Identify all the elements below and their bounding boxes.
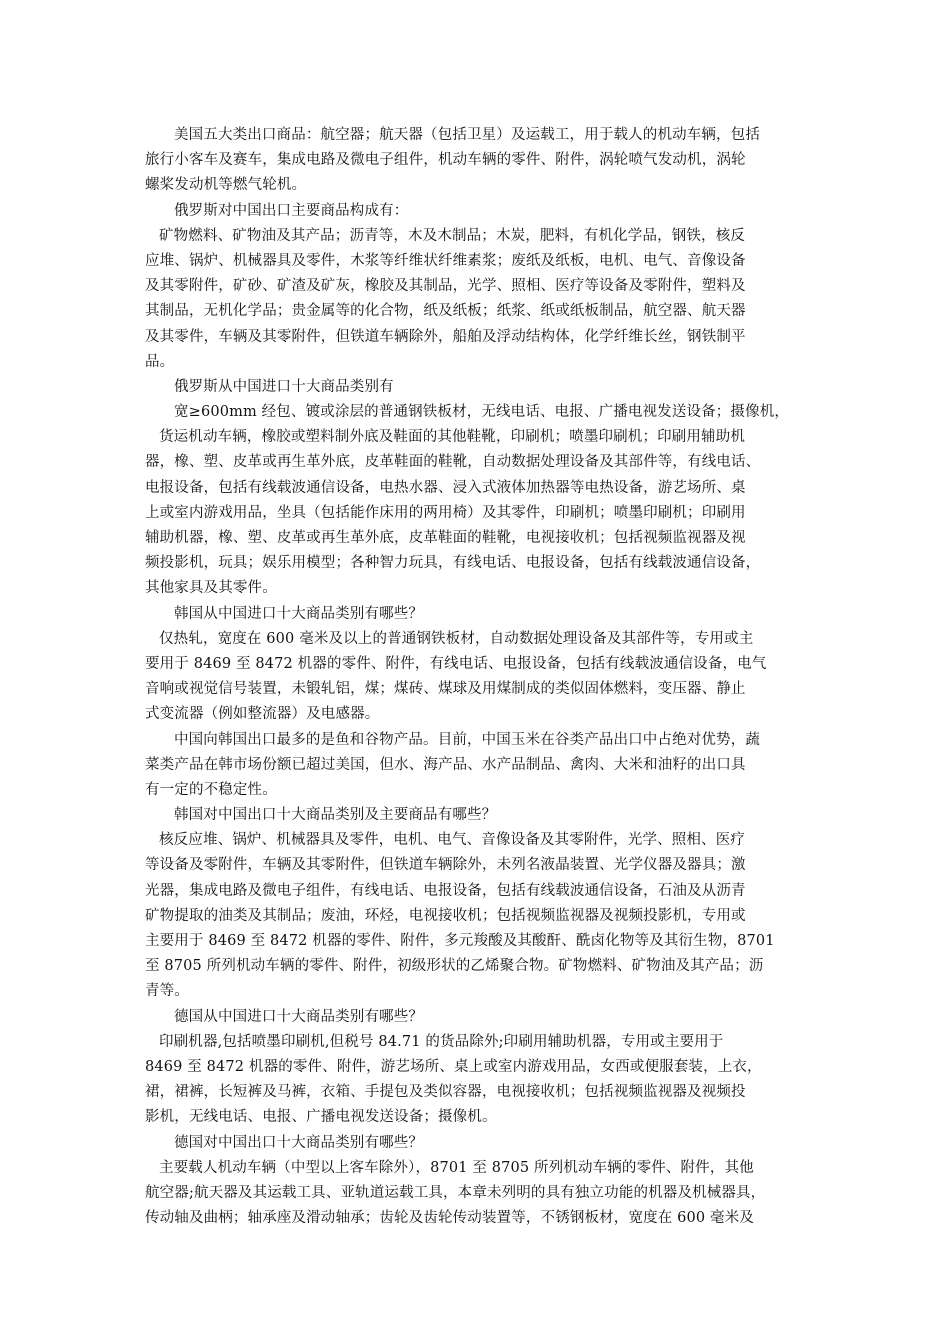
document-body <box>145 123 815 1231</box>
text-line: 品。 <box>145 353 175 370</box>
text-line: 频投影机，玩具；娱乐用模型；各种智力玩具，有线电话、电报设备，包括有线载波通信设备， <box>145 555 761 572</box>
text-line: 影机，无线电话、电报、广播电视发送设备；摄像机。 <box>145 1109 497 1126</box>
text-line: 其制品，无机化学品；贵金属等的化合物，纸及纸板；纸浆、纸或纸板制品，航空器、航天器 <box>145 303 746 320</box>
text-line: 辅助机器，橡、塑、皮革或再生革外底，皮革鞋面的鞋靴，电视接收机；包括视频监视器及视 <box>145 530 746 546</box>
text-line: 电报设备，包括有线载波通信设备，电热水器、浸入式液体加热器等电热设备，游艺场所、桌 <box>145 479 746 496</box>
text-line: 核反应堆、锅炉、机械器具及零件，电机、电气、音像设备及其零附件，光学、照相、医疗 <box>159 832 745 849</box>
text-line: 上或室内游戏用品，坐具（包括能作床用的两用椅）及其零件，印刷机；喷墨印刷机；印刷用 <box>145 504 746 521</box>
text-line: 其他家具及其零件。 <box>145 580 277 597</box>
section-heading: 韩国对中国出口十大商品类别及主要商品有哪些？ <box>174 807 497 824</box>
text-line: 等设备及零附件，车辆及其零附件，但铁道车辆除外，未列名液晶装置、光学仪器及器具；激 <box>145 857 746 874</box>
text-line: 中国向韩国出口最多的是鱼和谷物产品。目前，中国玉米在谷类产品出口中占绝对优势，蔬 <box>174 731 760 748</box>
text-line: 式变流器（例如整流器）及电感器。 <box>145 706 380 723</box>
text-line: 矿物提取的油类及其制品；废油，环烃，电视接收机；包括视频监视器及视频投影机，专用或 <box>145 907 746 924</box>
text-line: 美国五大类出口商品：航空器；航天器（包括卫星）及运载工，用于载人的机动车辆，包括 <box>174 127 760 143</box>
text-line: 青等。 <box>145 983 189 1000</box>
text-line: 螺桨发动机等燃气轮机。 <box>145 177 307 194</box>
text-line: 传动轴及曲柄；轴承座及滑动轴承；齿轮及齿轮传动装置等，不锈钢板材，宽度在 600 毫米及 <box>145 1210 754 1227</box>
text-line: 主要用于 8469 至 8472 机器的零件、附件，多元羧酸及其酸酐、酰卤化物等及其衍生物，8701 <box>145 933 775 949</box>
text-line: 裙，裙裤，长短裤及马裤，衣箱、手提包及类似容器，电视接收机；包括视频监视器及视频投 <box>145 1084 746 1101</box>
text-line: 主要载人机动车辆（中型以上客车除外），8701 至 8705 所列机动车辆的零件、附件，其他 <box>159 1159 754 1176</box>
section-heading: 德国对中国出口十大商品类别有哪些？ <box>174 1134 424 1151</box>
text-line: 印刷机器,包括喷墨印刷机,但税号 84.71 的货品除外;印刷用辅助机器，专用或主要用于 <box>159 1033 724 1050</box>
section-heading: 德国从中国进口十大商品类别有哪些？ <box>174 1008 424 1025</box>
section-heading: 俄罗斯对中国出口主要商品构成有： <box>174 202 409 219</box>
section-heading: 韩国从中国进口十大商品类别有哪些？ <box>174 605 424 622</box>
text-line: 光器，集成电路及微电子组件，有线电话、电报设备，包括有线载波通信设备，石油及从沥青 <box>145 882 746 899</box>
text-line: 要用于 8469 至 8472 机器的零件、附件，有线电话、电报设备，包括有线载波通信设备，电气 <box>145 655 767 672</box>
text-line: 及其零附件，矿砂、矿渣及矿灰，橡胶及其制品，光学、照相、医疗等设备及零附件，塑料及 <box>145 278 746 295</box>
text-line: 宽≥600mm 经包、镀或涂层的普通钢铁板材，无线电话、电报、广播电视发送设备；摄像机， <box>174 404 790 421</box>
text-line: 有一定的不稳定性。 <box>145 781 277 798</box>
text-line: 至 8705 所列机动车辆的零件、附件，初级形状的乙烯聚合物。矿物燃料、矿物油及其产品；沥 <box>145 958 764 975</box>
text-line: 矿物燃料、矿物油及其产品；沥青等，木及木制品；木炭，肥料，有机化学品，钢铁，核反 <box>159 227 745 244</box>
text-line: 器，橡、塑、皮革或再生革外底，皮革鞋面的鞋靴，自动数据处理设备及其部件等，有线电话、 <box>145 454 761 471</box>
section-heading: 俄罗斯从中国进口十大商品类别有 <box>174 378 394 395</box>
text-line: 货运机动车辆，橡胶或塑料制外底及鞋面的其他鞋靴，印刷机；喷墨印刷机；印刷用辅助机 <box>159 429 745 446</box>
text-line: 航空器;航天器及其运载工具、亚轨道运载工具，本章未列明的具有独立功能的机器及机械器具， <box>145 1184 766 1201</box>
text-line: 应堆、锅炉、机械器具及零件，木浆等纤维状纤维素浆；废纸及纸板，电机、电气、音像设备 <box>145 252 746 269</box>
text-line: 及其零件，车辆及其零附件，但铁道车辆除外，船舶及浮动结构体，化学纤维长丝，钢铁制平 <box>145 328 746 345</box>
text-line: 仅热轧，宽度在 600 毫米及以上的普通钢铁板材，自动数据处理设备及其部件等，专用或主 <box>159 630 754 647</box>
text-line: 旅行小客车及赛车，集成电路及微电子组件，机动车辆的零件、附件，涡轮喷气发动机，涡轮 <box>145 152 746 169</box>
text-line: 菜类产品在韩市场份额已超过美国，但水、海产品、水产品制品、禽肉、大米和油籽的出口具 <box>145 756 746 773</box>
text-line: 音响或视觉信号装置，未锻轧铝，煤；煤砖、煤球及用煤制成的类似固体燃料，变压器、静止 <box>145 681 746 698</box>
text-line: 8469 至 8472 机器的零件、附件，游艺场所、桌上或室内游戏用品，女西或便服套装，上衣， <box>145 1058 762 1075</box>
